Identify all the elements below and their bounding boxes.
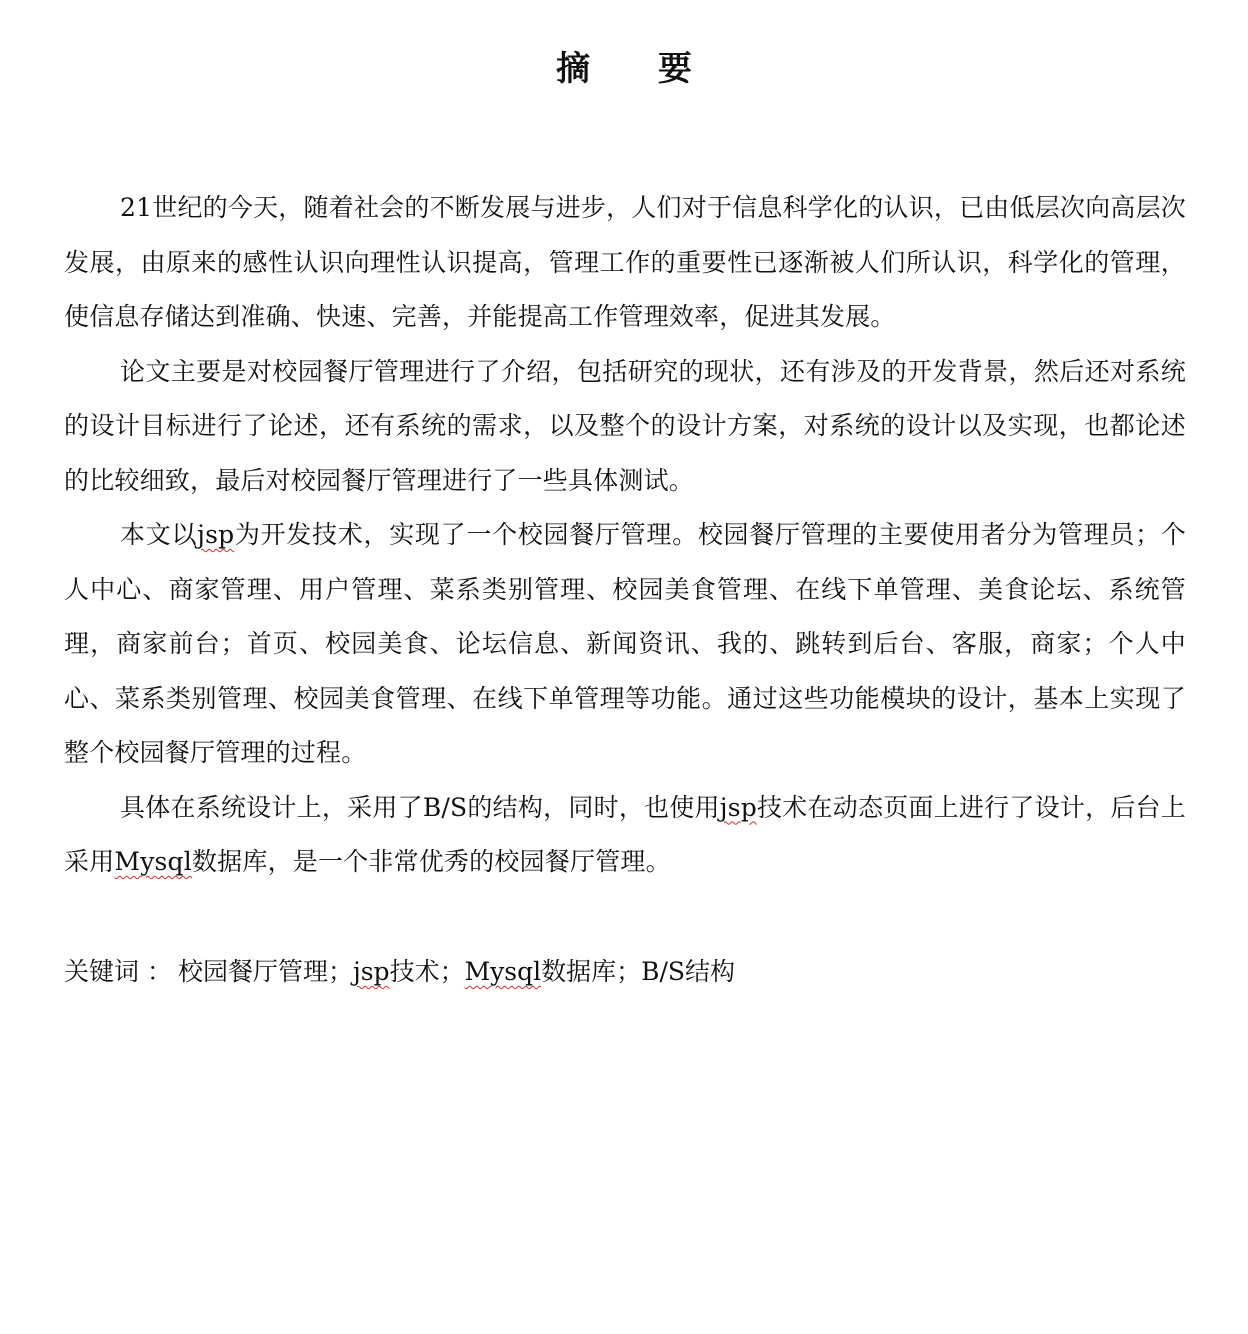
abstract-body bbox=[64, 181, 1186, 890]
spellcheck-flagged-word[interactable]: jsp bbox=[197, 520, 235, 549]
text-run: 为开发技术，实现了一个校园餐厅管理。校园餐厅管理的主要使用者分为管理员；个人中心、商家管理、用户管理、菜系类别管理、校园美食管理、在线下单管理、美食论坛、系统管理，商家前台；首页、校园美食、论坛信息、新闻资讯、我的、跳转到后台、客服，商家；个人中心、菜系类别管理、校园美食管理、在线下单管理等功能。通过这些功能模块的设计，基本上实现了整个校园餐厅管理的过程。 bbox=[64, 520, 1186, 767]
keywords-label: 关键词 ： bbox=[64, 957, 172, 986]
paragraph bbox=[64, 508, 1186, 781]
keywords-line bbox=[64, 945, 1186, 999]
spellcheck-flagged-word[interactable]: jsp bbox=[352, 957, 390, 986]
text-run: 论文主要是对校园餐厅管理进行了介绍，包括研究的现状，还有涉及的开发背景，然后还对系统的设计目标进行了论述，还有系统的需求，以及整个的设计方案，对系统的设计以及实现，也都论述的比较细致，最后对校园餐厅管理进行了一些具体测试。 bbox=[64, 356, 1186, 495]
keyword-text: 技术； bbox=[389, 957, 465, 986]
spellcheck-flagged-word[interactable]: Mysql bbox=[114, 847, 192, 876]
text-run: 数据库，是一个非常优秀的校园餐厅管理。 bbox=[191, 847, 671, 876]
text-run: 本文以 bbox=[120, 520, 198, 549]
paragraph bbox=[64, 181, 1186, 345]
paragraph bbox=[64, 345, 1186, 509]
keyword-text: 数据库；B/S结构 bbox=[541, 957, 736, 986]
text-run: 具体在系统设计上，采用了B/S的结构，同时，也使用 bbox=[120, 792, 720, 822]
spellcheck-flagged-word[interactable]: jsp bbox=[719, 792, 757, 822]
text-run: 21世纪的今天，随着社会的不断发展与进步，人们对于信息科学化的认识，已由低层次向高层次发展，由原来的感性认识向理性认识提高，管理工作的重要性已逐渐被人们所认识，科学化的管理，使信息存储达到准确、快速、完善，并能提高工作管理效率，促进其发展。 bbox=[64, 193, 1186, 331]
abstract-title: 摘 要 bbox=[556, 49, 720, 89]
keyword-text: 校园餐厅管理； bbox=[177, 957, 353, 986]
spellcheck-flagged-word[interactable]: Mysql bbox=[464, 957, 542, 986]
paragraph bbox=[64, 781, 1186, 890]
text-run: 技术在动态页面上进行了设计，后台上采用 bbox=[64, 792, 1186, 876]
